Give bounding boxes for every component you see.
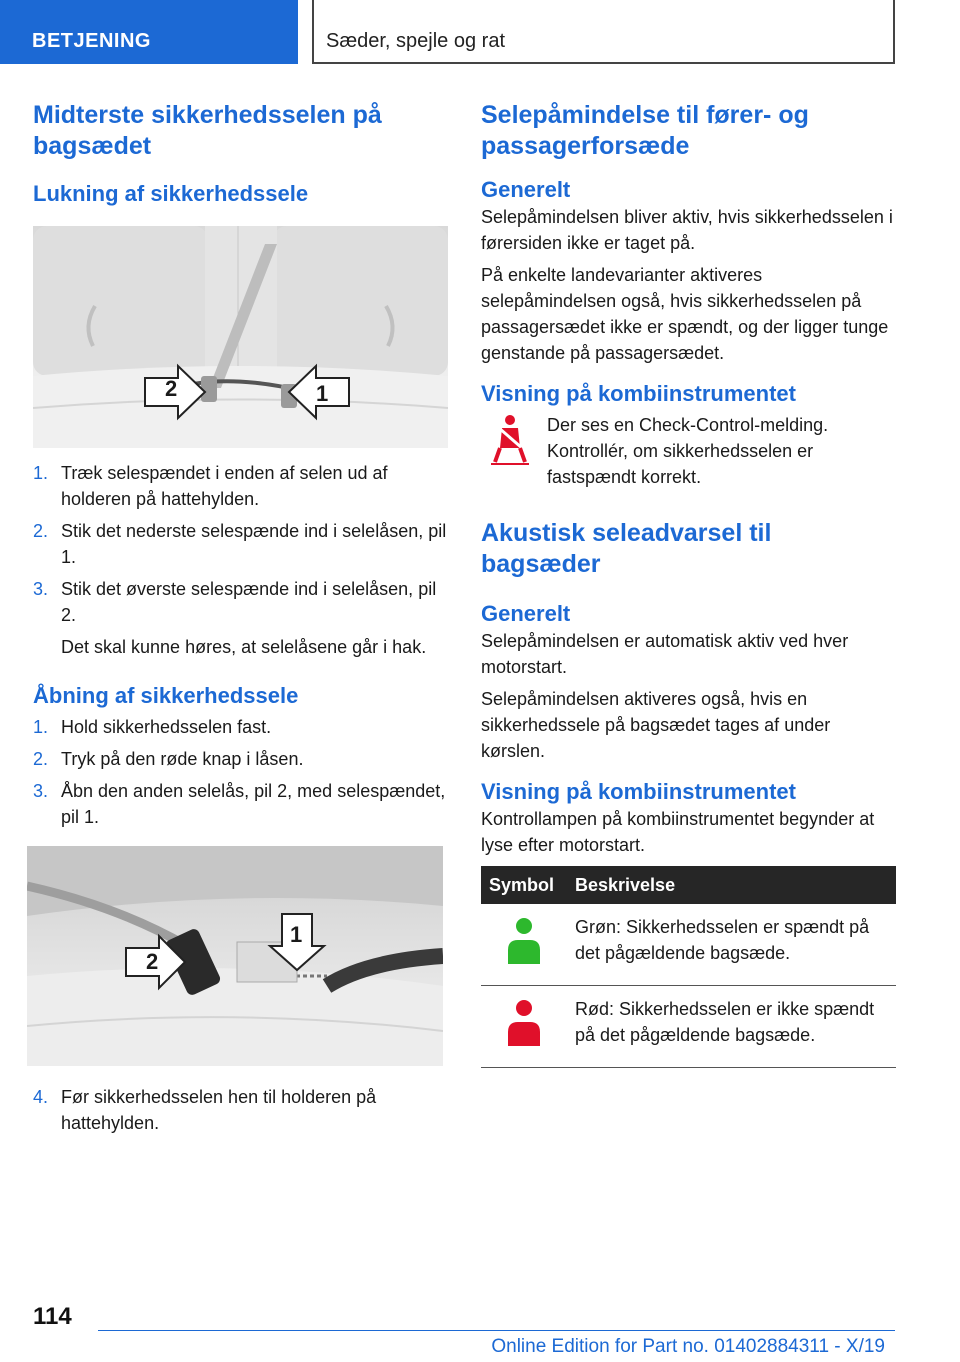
footer-edition: Online Edition for Part no. 01402884311 - X/19 [491,1336,885,1357]
list-item: 2. Stik det nederste selespænde ind i selelåsen, pil 1. [33,521,447,567]
list-item: 2. Tryk på den røde knap i låsen. [33,749,304,769]
symbol-cell [481,904,567,986]
paragraph: Selepåmindelsen bliver aktiv, hvis sikkerhedsselen i førersiden ikke er taget på. [481,207,893,253]
list-item: 1. Træk selespændet i enden af selen ud af holderen på hattehylden. [33,463,388,509]
step-4-list [33,1084,448,1136]
heading-display-a: Visning på kombiinstrumentet [481,381,796,406]
check-control-block [481,412,896,492]
paragraph: Kontrollampen på kombiinstrumentet begynder at lyse efter motorstart. [481,809,875,855]
list-item: 3. Stik det øverste selespænde ind i selelåsen, pil 2. [33,579,437,625]
paragraph: Selepåmindelsen er automatisk aktiv ved hver motorstart. [481,631,849,677]
table-row [481,986,896,1068]
heading-open-belt: Åbning af sikkerhedssele [33,683,299,708]
paragraph: På enkelte landevarianter aktiveres selepåmindelsen også, hvis sikkerhedsselen på passagersædet ikke er spændt, og der ligger tunge genstande på passagersædet. [481,265,889,363]
close-note: Det skal kunne høres, at selelåsene går i hak. [61,637,427,657]
section-heading-rear-warning: Akustisk seleadvarsel til bagsæder [481,519,772,578]
table-header-description: Beskrivelse [567,866,896,904]
arrow-label-1: 1 [316,381,329,406]
paragraph: Selepåmindelsen aktiveres også, hvis en sikkerhedssele på bagsædet tages af under kørslen. [481,689,831,761]
footer-divider [98,1330,895,1331]
red-seat-occupied-icon [504,998,544,1048]
arrow-label-2: 2 [146,949,159,974]
chapter-title: Sæder, spejle og rat [312,0,895,64]
rear-seat-photo-1 [33,226,448,448]
arrow-label-2: 2 [165,376,178,401]
list-item: 3. Åbn den anden selelås, pil 2, med selespændet, pil 1. [33,781,446,827]
table-cell: Rød: Sikkerhedsselen er ikke spændt på det pågældende bagsæde. [567,986,896,1068]
right-column [481,100,896,1068]
heading-close-belt: Lukning af sikkerhedssele [33,181,309,206]
close-steps-list [33,460,448,628]
list-item: 4. Før sikkerhedsselen hen til holderen på hattehylden. [33,1087,377,1133]
heading-general-a: Generelt [481,177,571,202]
table-header-symbol: Symbol [481,866,567,904]
symbol-cell [481,986,567,1068]
section-tab: BETJENING [0,0,298,64]
rear-seat-belt-opening-image [27,846,443,1066]
rear-seat-belt-closing-image [33,226,448,448]
arrow-label-1: 1 [290,922,303,947]
paragraph: Der ses en Check-Control-melding. Kontrollér, om sikkerhedsselen er fastspændt korrekt. [547,415,829,487]
table-row [481,904,896,986]
list-item: 1. Hold sikkerhedsselen fast. [33,717,272,737]
rear-seat-photo-2 [27,846,443,1066]
section-heading-driver-reminder: Selepåmindelse til fører- og passagerforsæde [481,101,809,160]
table-cell: Grøn: Sikkerhedsselen er spændt på det pågældende bagsæde. [567,904,896,986]
section-heading-middle-belt: Midterste sikkerhedsselen på bagsædet [33,101,382,160]
open-steps-list [33,714,448,830]
heading-general-b: Generelt [481,601,571,626]
left-column [33,100,448,1136]
seatbelt-warning-icon [489,414,531,471]
heading-display-b: Visning på kombiinstrumentet [481,779,796,804]
green-seat-occupied-icon [504,916,544,966]
symbol-table [481,866,896,1068]
page-number: 114 [33,1303,72,1330]
